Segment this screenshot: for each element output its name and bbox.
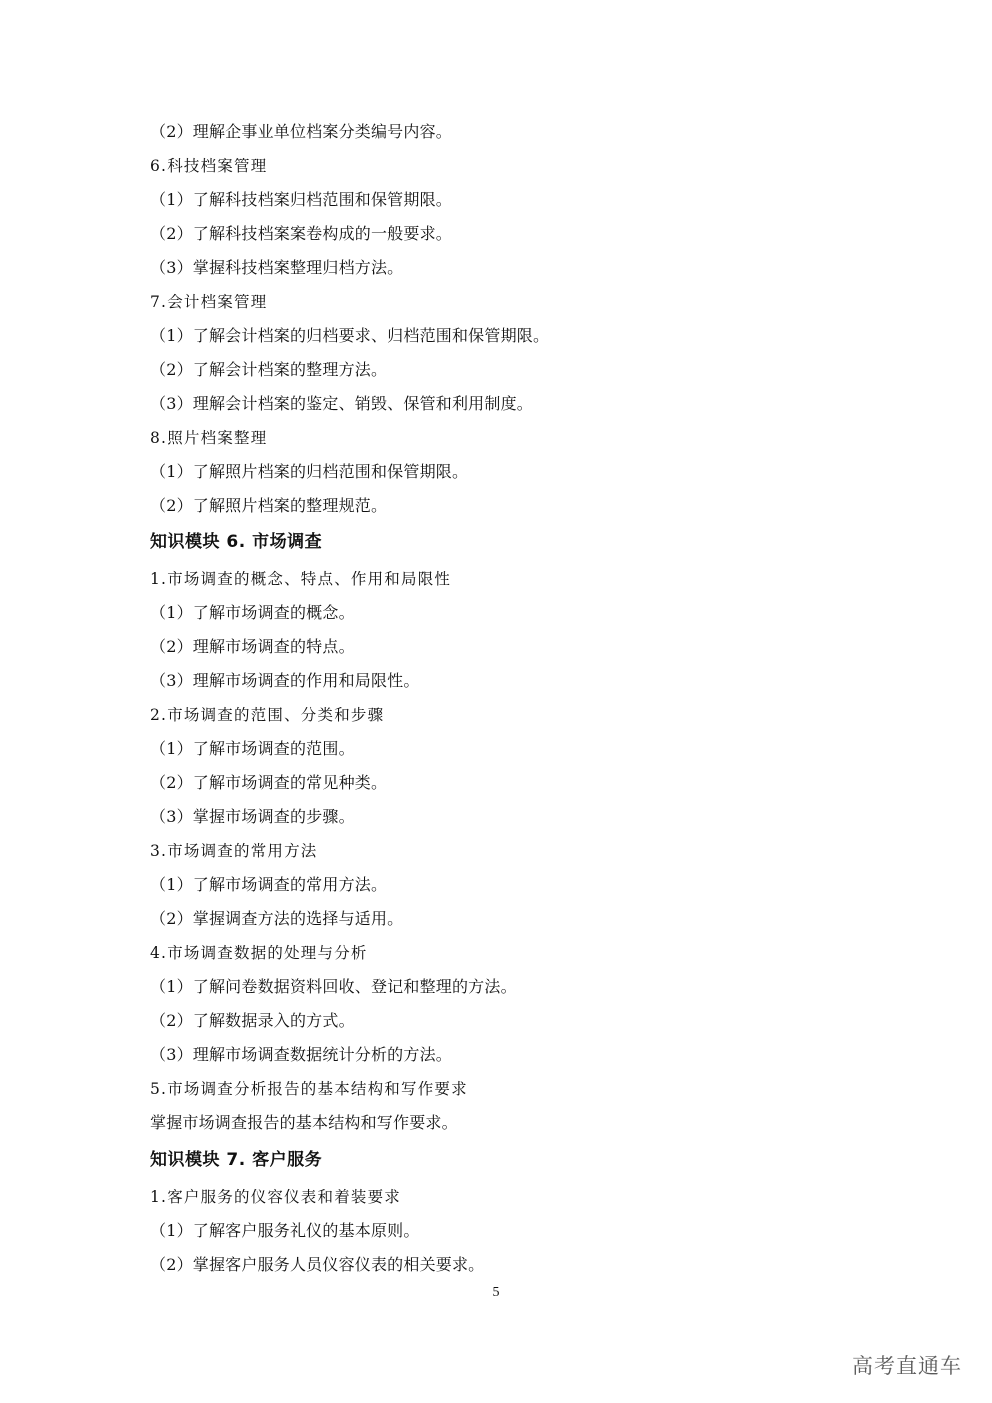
requirement-item: （1）了解市场调查的常用方法。 <box>150 875 388 894</box>
page-number: 5 <box>492 1285 500 1300</box>
section-title: 1.客户服务的仪容仪表和着装要求 <box>150 1188 401 1206</box>
requirement-item: （1）了解市场调查的范围。 <box>150 739 355 758</box>
requirement-item: （3）理解市场调查的作用和局限性。 <box>150 671 420 690</box>
section-title: 4.市场调查数据的处理与分析 <box>150 944 368 962</box>
requirement-item: （2）理解市场调查的特点。 <box>150 637 355 656</box>
requirement-item: （2）掌握客户服务人员仪容仪表的相关要求。 <box>150 1255 485 1274</box>
section-title: 6.科技档案管理 <box>150 157 268 175</box>
section-title: 1.市场调查的概念、特点、作用和局限性 <box>150 570 452 588</box>
requirement-item: （1）了解照片档案的归档范围和保管期限。 <box>150 462 469 481</box>
requirement-item: 掌握市场调查报告的基本结构和写作要求。 <box>150 1113 458 1132</box>
requirement-item: （3）掌握科技档案整理归档方法。 <box>150 258 404 277</box>
requirement-item: （1）了解问卷数据资料回收、登记和整理的方法。 <box>150 977 517 996</box>
section-title: 7.会计档案管理 <box>150 293 268 311</box>
requirement-item: （3）掌握市场调查的步骤。 <box>150 807 355 826</box>
requirement-item: （2）理解企事业单位档案分类编号内容。 <box>150 122 452 141</box>
section-title: 2.市场调查的范围、分类和步骤 <box>150 706 385 724</box>
requirement-item: （2）掌握调查方法的选择与适用。 <box>150 909 404 928</box>
requirement-item: （2）了解数据录入的方式。 <box>150 1011 355 1030</box>
section-title: 5.市场调查分析报告的基本结构和写作要求 <box>150 1080 468 1098</box>
requirement-item: （2）了解照片档案的整理规范。 <box>150 496 388 515</box>
requirement-item: （2）了解会计档案的整理方法。 <box>150 360 388 379</box>
requirement-item: （1）了解科技档案归档范围和保管期限。 <box>150 190 452 209</box>
module-heading: 知识模块 7. 客户服务 <box>150 1150 323 1170</box>
requirement-item: （1）了解客户服务礼仪的基本原则。 <box>150 1221 420 1240</box>
requirement-item: （1）了解会计档案的归档要求、归档范围和保管期限。 <box>150 326 550 345</box>
section-title: 8.照片档案整理 <box>150 429 268 447</box>
requirement-item: （3）理解市场调查数据统计分析的方法。 <box>150 1045 452 1064</box>
requirement-item: （2）了解市场调查的常见种类。 <box>150 773 388 792</box>
watermark-text: 高考直通车 <box>852 1354 962 1378</box>
section-title: 3.市场调查的常用方法 <box>150 842 318 860</box>
module-heading: 知识模块 6. 市场调查 <box>150 532 323 552</box>
requirement-item: （2）了解科技档案案卷构成的一般要求。 <box>150 224 452 243</box>
requirement-item: （3）理解会计档案的鉴定、销毁、保管和利用制度。 <box>150 394 533 413</box>
requirement-item: （1）了解市场调查的概念。 <box>150 603 355 622</box>
